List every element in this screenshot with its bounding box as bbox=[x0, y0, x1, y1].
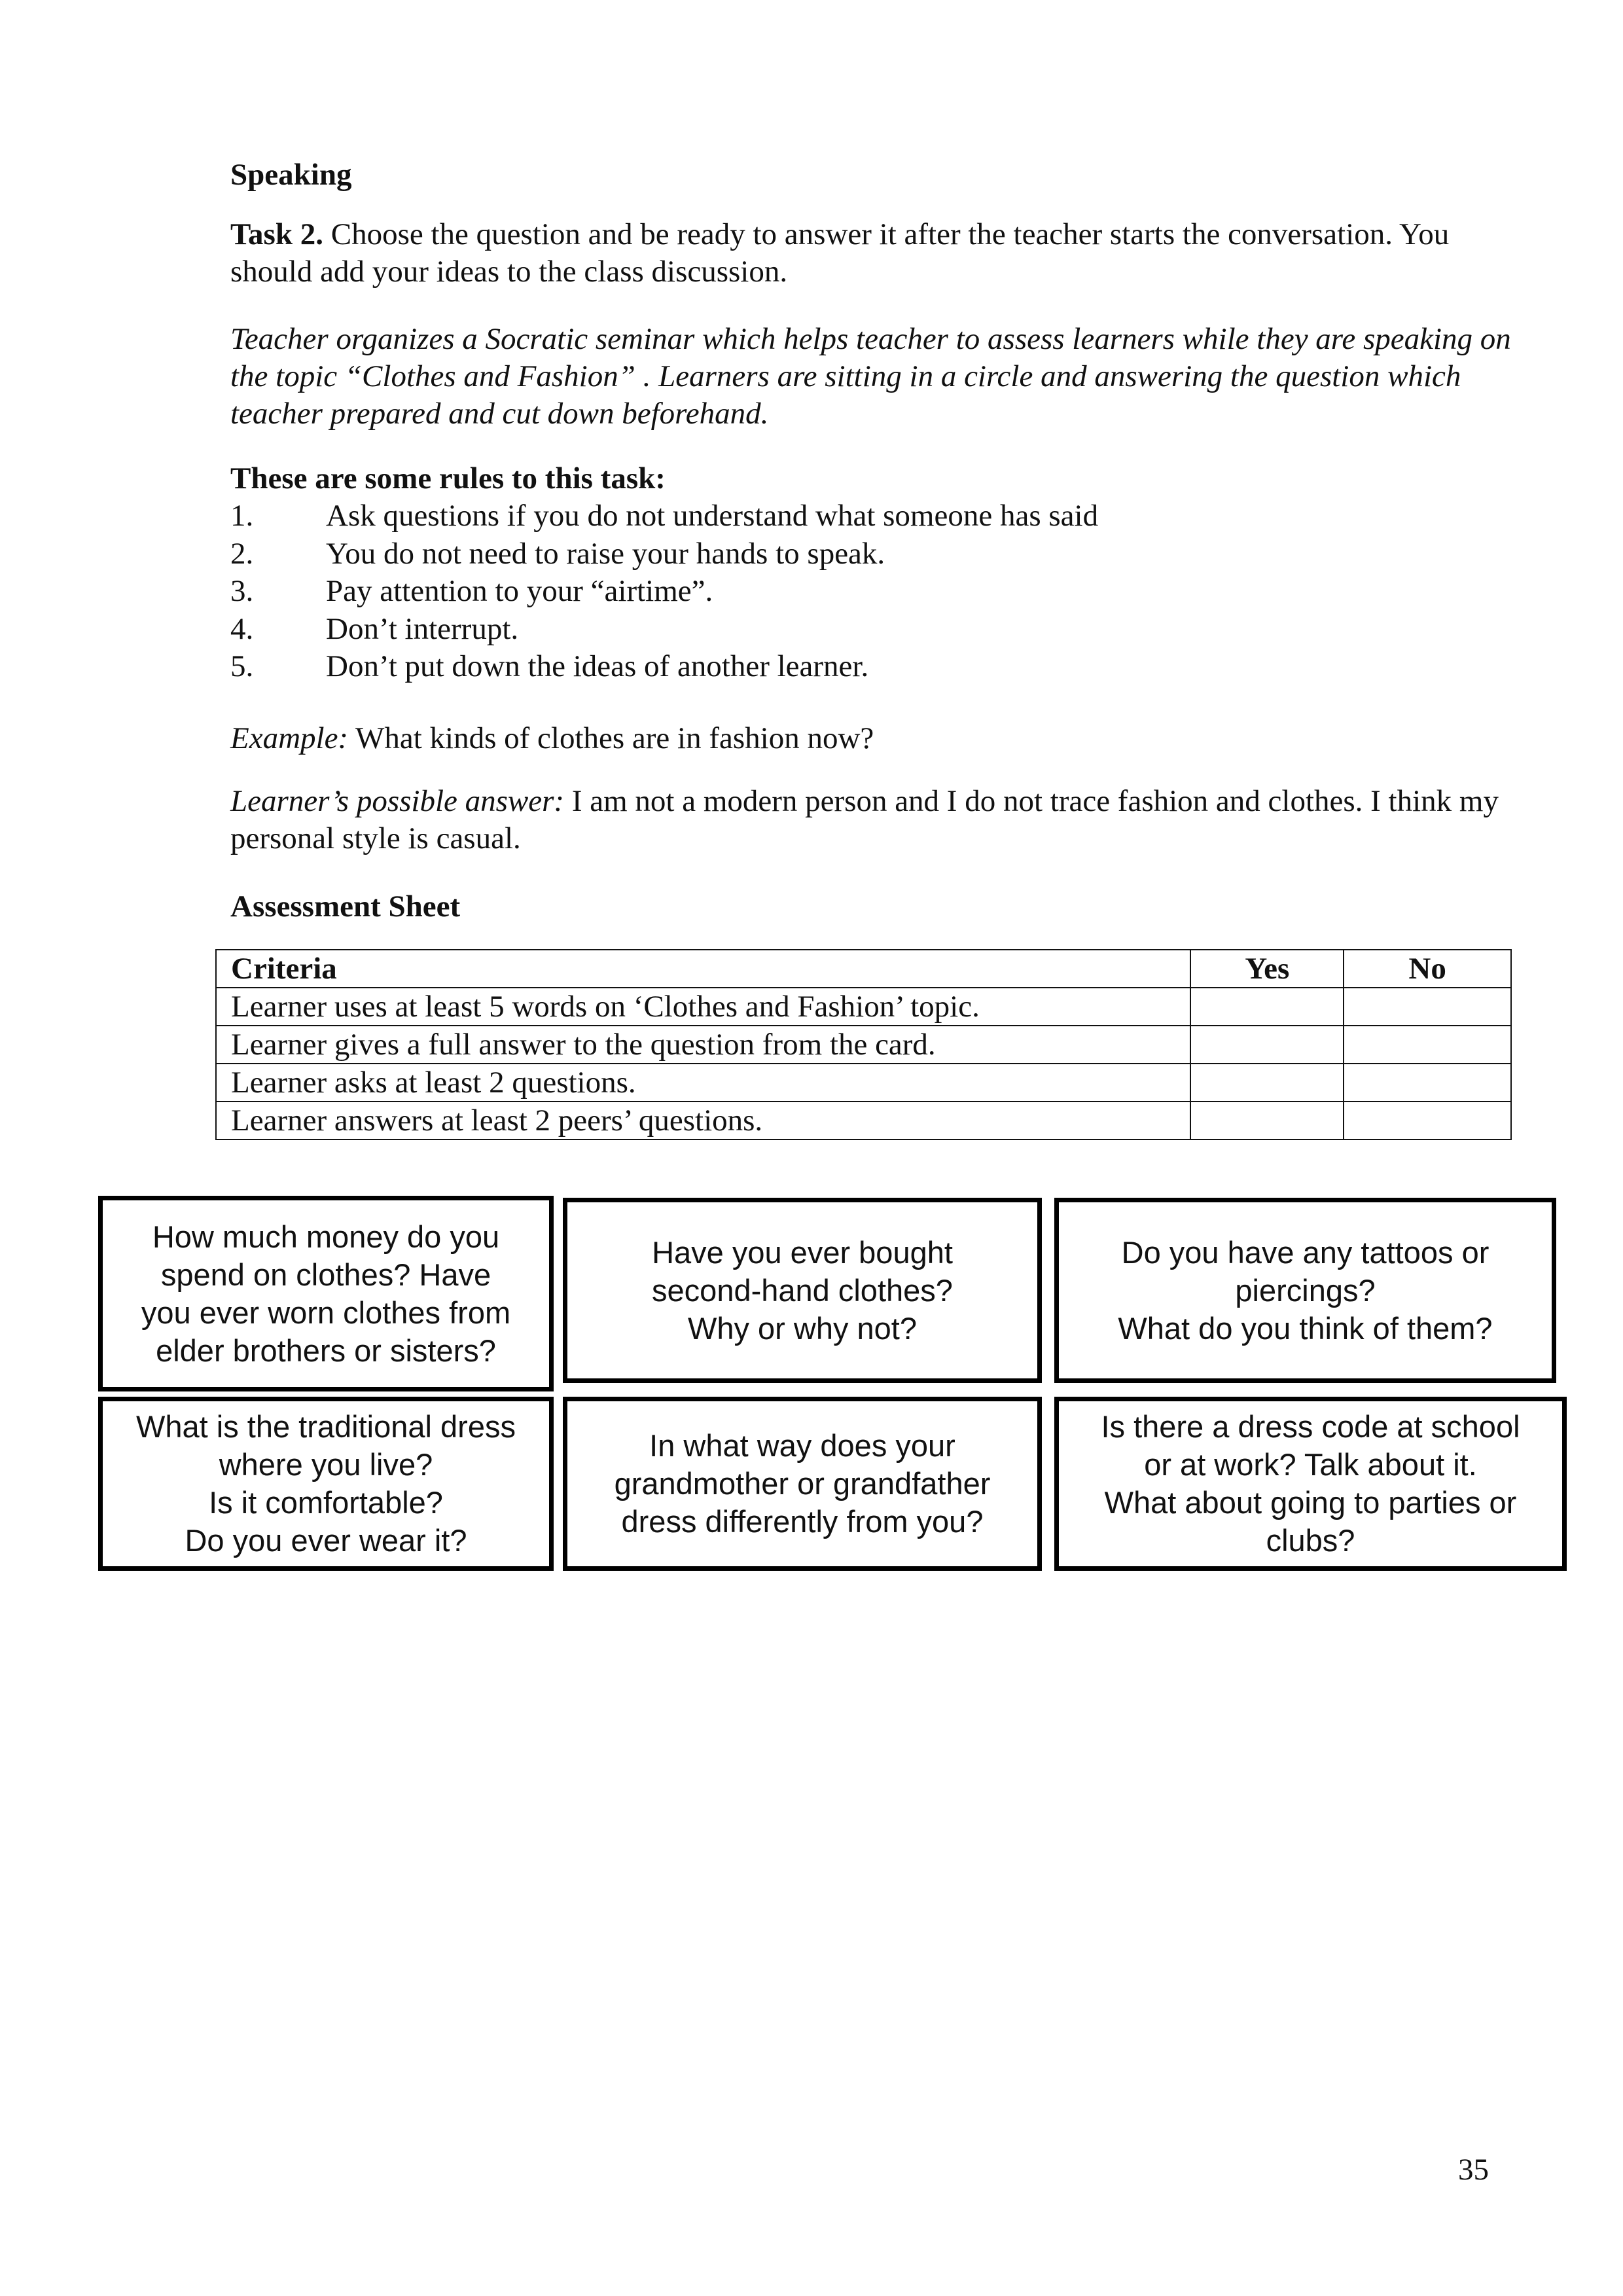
column-header-yes: Yes bbox=[1190, 950, 1344, 988]
task-instructions bbox=[230, 216, 1513, 291]
rule-item bbox=[230, 535, 1098, 573]
rule-number: 1. bbox=[230, 499, 254, 533]
rule-number: 5. bbox=[230, 649, 254, 683]
criteria-cell: Learner gives a full answer to the question from the card. bbox=[216, 1026, 1190, 1064]
rules-heading: These are some rules to this task: bbox=[230, 461, 666, 495]
no-cell[interactable] bbox=[1344, 988, 1511, 1026]
rule-item bbox=[230, 648, 1098, 686]
table-row bbox=[216, 1102, 1511, 1139]
section-title: Speaking bbox=[230, 158, 352, 192]
rule-number: 4. bbox=[230, 611, 254, 646]
example-text: What kinds of clothes are in fashion now? bbox=[348, 721, 874, 755]
rules-list bbox=[230, 497, 1098, 686]
criteria-cell: Learner asks at least 2 questions. bbox=[216, 1064, 1190, 1102]
teacher-note: Teacher organizes a Socratic seminar which helps teacher to assess learners while they are speaking on the topic “Clothes and Fashion” . Learners are sitting in a circle and answering the question which teacher prepared and cut down beforehand. bbox=[230, 322, 1511, 431]
possible-answer-text: I am not a modern person and I do not trace fashion and clothes. I think my personal style is casual. bbox=[230, 784, 1499, 855]
no-cell[interactable] bbox=[1344, 1102, 1511, 1139]
question-card-grandparents: In what way does your grandmother or grandfather dress differently from you? bbox=[563, 1397, 1042, 1571]
assessment-table bbox=[215, 949, 1512, 1140]
no-cell[interactable] bbox=[1344, 1064, 1511, 1102]
possible-answer-label: Learner’s possible answer: bbox=[230, 784, 565, 818]
page-number: 35 bbox=[1458, 2153, 1489, 2187]
assessment-heading: Assessment Sheet bbox=[230, 889, 461, 924]
yes-cell[interactable] bbox=[1190, 1026, 1344, 1064]
rule-text: You do not need to raise your hands to speak. bbox=[326, 536, 885, 571]
rule-item bbox=[230, 497, 1098, 535]
rule-text: Pay attention to your “airtime”. bbox=[326, 574, 713, 608]
yes-cell[interactable] bbox=[1190, 988, 1344, 1026]
rule-number: 3. bbox=[230, 574, 254, 608]
table-row bbox=[216, 1064, 1511, 1102]
no-cell[interactable] bbox=[1344, 1026, 1511, 1064]
task-label: Task 2. bbox=[230, 217, 323, 251]
criteria-cell: Learner answers at least 2 peers’ questions. bbox=[216, 1102, 1190, 1139]
example bbox=[230, 720, 1513, 757]
criteria-cell: Learner uses at least 5 words on ‘Clothes and Fashion’ topic. bbox=[216, 988, 1190, 1026]
table-row bbox=[216, 1026, 1511, 1064]
rule-text: Don’t put down the ideas of another learner. bbox=[326, 649, 869, 683]
rule-item bbox=[230, 573, 1098, 611]
example-label: Example: bbox=[230, 721, 349, 755]
column-header-no: No bbox=[1344, 950, 1511, 988]
question-card-traditional-dress: What is the traditional dress where you live? Is it comfortable? Do you ever wear it? bbox=[98, 1397, 554, 1571]
task-text: Choose the question and be ready to answer it after the teacher starts the conversation. You should add your ideas to the class discussion. bbox=[230, 217, 1450, 289]
question-card-dress-code: Is there a dress code at school or at work? Talk about it. What about going to parties or clubs? bbox=[1054, 1397, 1567, 1571]
question-card-second-hand: Have you ever bought second-hand clothes? Why or why not? bbox=[563, 1198, 1042, 1383]
possible-answer bbox=[230, 783, 1513, 857]
rule-text: Ask questions if you do not understand what someone has said bbox=[326, 499, 1099, 533]
table-row bbox=[216, 988, 1511, 1026]
rule-text: Don’t interrupt. bbox=[326, 611, 519, 646]
question-card-money: How much money do you spend on clothes? Have you ever worn clothes from elder brothers or sisters? bbox=[98, 1196, 554, 1391]
yes-cell[interactable] bbox=[1190, 1064, 1344, 1102]
yes-cell[interactable] bbox=[1190, 1102, 1344, 1139]
table-header-row bbox=[216, 950, 1511, 988]
question-card-tattoos: Do you have any tattoos or piercings? What do you think of them? bbox=[1054, 1198, 1556, 1383]
column-header-criteria: Criteria bbox=[216, 950, 1190, 988]
rule-item bbox=[230, 611, 1098, 649]
rule-number: 2. bbox=[230, 536, 254, 571]
